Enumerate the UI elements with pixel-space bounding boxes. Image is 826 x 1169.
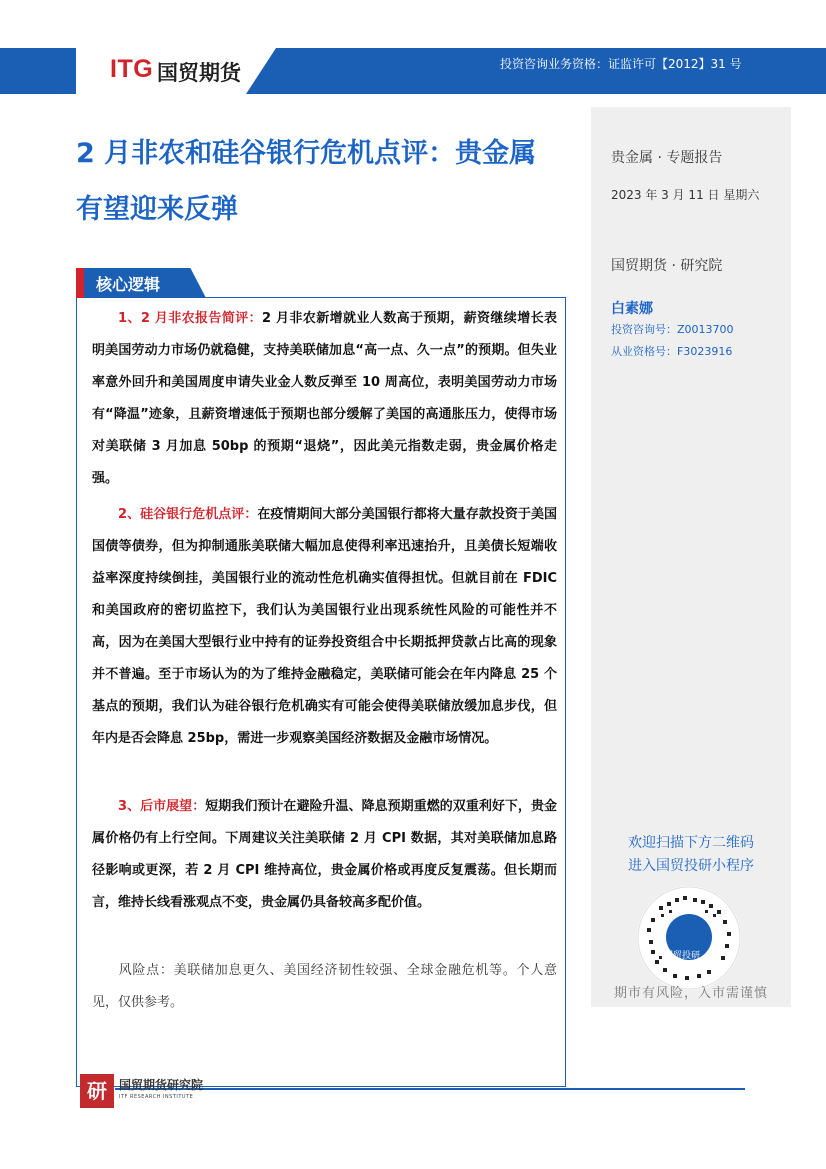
footer-institute-name: 国贸期货研究院 xyxy=(119,1078,204,1092)
header-license: 投资咨询业务资格：证监许可【2012】31 号 xyxy=(500,57,742,71)
logo-company-name: 国贸期货 xyxy=(157,61,241,85)
footer-rule xyxy=(115,1088,745,1090)
core-logic-label: 核心逻辑 xyxy=(96,275,161,294)
report-title: 2 月非农和硅谷银行危机点评：贵金属有望迎来反弹 xyxy=(76,138,537,225)
author-invest-license: 投资咨询号：Z0013700 xyxy=(611,323,734,336)
paragraph-svb xyxy=(92,499,557,755)
paragraph-nonfarm xyxy=(92,303,557,495)
paragraph-svb-body: 在疫情期间大部分美国银行都将大量存款投资于美国国债等债券，但为抑制通胀美联储大幅加息使得利率迅速抬升，且美债长短端收益率深度持续倒挂，美国银行业的流动性危机确实值得担忧。但就目前在 FDIC 和美国政府的密切监控下，我们认为美国银行业出现系统性风险的可能性并不高，因为在美国大型银行业中持有的证券投资组合中长期抵押贷款占比高的现象并不普遍。至于市场认为的为了维持金融稳定，美联储可能会在年内降息 25 个基点的预期，我们认为硅谷银行危机确实有可能会使得美联储放缓加息步伐，但年内是否会降息 25bp，需进一步观察美国经济数据及金融市场情况。 xyxy=(92,507,557,746)
paragraph-nonfarm-body: 2 月非农新增就业人数高于预期，薪资继续增长表明美国劳动力市场仍就稳健，支持美联储加息“高一点、久一点”的预期。但失业率意外回升和美国周度申请失业金人数反弹至 10 周高位，表明美国劳动力市场有“降温”迹象，且薪资增速低于预期也部分缓解了美国的高通胀压力，使得市场对美联储 3 月加息 50bp 的预期“退烧”，因此美元指数走弱，贵金属价格走强。 xyxy=(92,311,558,486)
paragraph-outlook-heading: 3、后市展望： xyxy=(118,799,206,814)
qr-caption-line2: 进入国贸投研小程序 xyxy=(628,858,754,874)
risk-motto: 期市有风险，入市需谨慎 xyxy=(613,986,768,1001)
paragraph-outlook-body: 短期我们预计在避险升温、降息预期重燃的双重利好下，贵金属价格仍有上行空间。下周建议关注美联储 2 月 CPI 数据，其对美联储加息路径影响或更深，若 2 月 CPI 维持高位，贵金属价格或再度反复震荡。但长期而言，维持长线看涨观点不变，贵金属仍具备较高多配价值。 xyxy=(92,799,557,910)
paragraph-risk-text: 风险点：美联储加息更久、美国经济韧性较强、全球金融危机等。个人意见，仅供参考。 xyxy=(92,963,557,1010)
core-logic-tab-accent xyxy=(76,268,84,298)
paragraph-nonfarm-heading: 1、2 月非农报告简评： xyxy=(118,311,263,326)
paragraph-risk xyxy=(92,955,557,1019)
institute-name: 国贸期货 · 研究院 xyxy=(611,258,723,274)
footer-badge: 研 xyxy=(80,1074,114,1108)
footer-institute-en: ITF RESEARCH INSTITUTE xyxy=(119,1094,194,1100)
report-date: 2023 年 3 月 11 日 星期六 xyxy=(611,188,760,202)
report-category: 贵金属 · 专题报告 xyxy=(611,150,723,166)
logo-itg: ITG xyxy=(110,55,154,83)
paragraph-outlook xyxy=(92,791,557,919)
qr-center-label: 国贸投研 xyxy=(664,951,701,961)
qr-caption-line1: 欢迎扫描下方二维码 xyxy=(628,835,754,851)
paragraph-svb-heading: 2、硅谷银行危机点评： xyxy=(118,507,258,522)
author-name: 白素娜 xyxy=(611,301,653,317)
author-practice-license: 从业资格号：F3023916 xyxy=(611,345,733,358)
